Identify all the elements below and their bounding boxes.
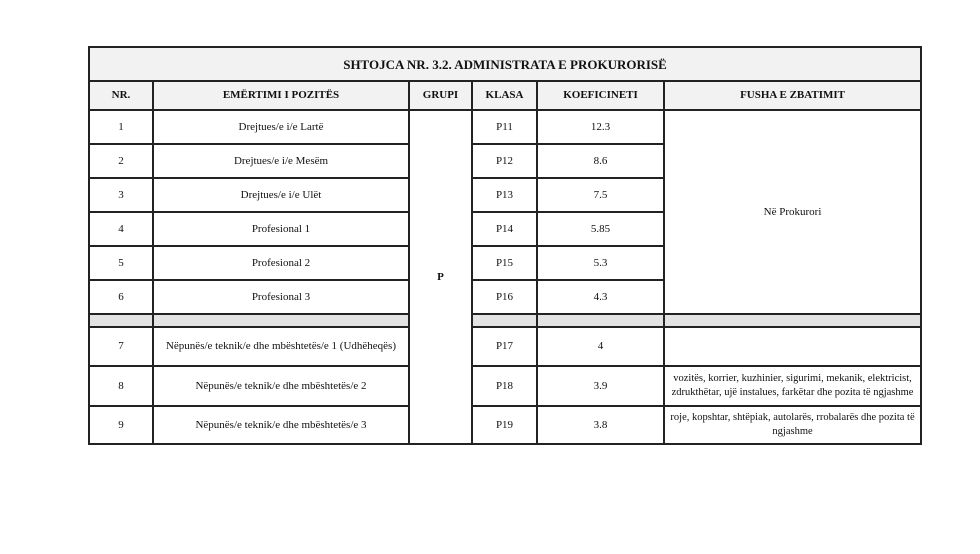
cell-coefficient: 4 bbox=[537, 327, 664, 366]
header-nr: NR. bbox=[89, 81, 153, 110]
table-row bbox=[89, 110, 921, 144]
annex-table bbox=[88, 46, 922, 445]
cell-class: P13 bbox=[472, 178, 537, 212]
cell-scope bbox=[664, 366, 921, 406]
cell-class: P14 bbox=[472, 212, 537, 246]
table-row bbox=[89, 406, 921, 444]
cell-nr: 9 bbox=[89, 406, 153, 444]
cell-scope-main: Në Prokurori bbox=[664, 110, 921, 314]
cell-coefficient: 7.5 bbox=[537, 178, 664, 212]
cell-position: Drejtues/e i/e Ulët bbox=[153, 178, 409, 212]
cell-position: Drejtues/e i/e Lartë bbox=[153, 110, 409, 144]
table-row bbox=[89, 366, 921, 406]
cell-coefficient: 12.3 bbox=[537, 110, 664, 144]
header-group: GRUPI bbox=[409, 81, 472, 110]
cell-position: Drejtues/e i/e Mesëm bbox=[153, 144, 409, 178]
cell-scope-text: vozitës, korrier, kuzhinier, sigurimi, mekanik, elektricist, zdrukthëtar, ujë instalues, farkëtar dhe pozita të ngjashme bbox=[671, 373, 914, 398]
cell-coefficient: 3.9 bbox=[537, 366, 664, 406]
cell-nr: 5 bbox=[89, 246, 153, 280]
separator-cell bbox=[153, 314, 409, 327]
separator-row bbox=[89, 314, 921, 327]
cell-nr: 6 bbox=[89, 280, 153, 314]
cell-coefficient: 8.6 bbox=[537, 144, 664, 178]
cell-nr: 3 bbox=[89, 178, 153, 212]
cell-coefficient: 5.3 bbox=[537, 246, 664, 280]
cell-coefficient: 5.85 bbox=[537, 212, 664, 246]
title-row bbox=[89, 47, 921, 81]
cell-class: P12 bbox=[472, 144, 537, 178]
cell-scope: roje, kopshtar, shtëpiak, autolarës, rrobalarës dhe pozita të ngjashme bbox=[664, 406, 921, 444]
cell-nr: 4 bbox=[89, 212, 153, 246]
header-position: EMËRTIMI I POZITËS bbox=[153, 81, 409, 110]
cell-nr: 7 bbox=[89, 327, 153, 366]
cell-class: P16 bbox=[472, 280, 537, 314]
cell-coefficient: 4.3 bbox=[537, 280, 664, 314]
cell-position: Profesional 1 bbox=[153, 212, 409, 246]
cell-group: P bbox=[409, 110, 472, 444]
table-row bbox=[89, 327, 921, 366]
separator-cell bbox=[664, 314, 921, 327]
separator-cell bbox=[472, 314, 537, 327]
cell-position: Nëpunës/e teknik/e dhe mbështetës/e 1 (Udhëheqës) bbox=[153, 327, 409, 366]
cell-class: P18 bbox=[472, 366, 537, 406]
cell-nr: 1 bbox=[89, 110, 153, 144]
cell-position: Nëpunës/e teknik/e dhe mbështetës/e 2 bbox=[153, 366, 409, 406]
cell-class: P17 bbox=[472, 327, 537, 366]
cell-nr: 8 bbox=[89, 366, 153, 406]
cell-position: Nëpunës/e teknik/e dhe mbështetës/e 3 bbox=[153, 406, 409, 444]
cell-coefficient: 3.8 bbox=[537, 406, 664, 444]
cell-position: Profesional 2 bbox=[153, 246, 409, 280]
cell-position: Profesional 3 bbox=[153, 280, 409, 314]
table-title: SHTOJCA NR. 3.2. ADMINISTRATA E PROKURORISË bbox=[89, 47, 921, 81]
header-scope: FUSHA E ZBATIMIT bbox=[664, 81, 921, 110]
cell-class: P15 bbox=[472, 246, 537, 280]
header-coefficient: KOEFICINETI bbox=[537, 81, 664, 110]
cell-scope bbox=[664, 327, 921, 366]
header-class: KLASA bbox=[472, 81, 537, 110]
header-row bbox=[89, 81, 921, 110]
cell-class: P11 bbox=[472, 110, 537, 144]
cell-nr: 2 bbox=[89, 144, 153, 178]
separator-cell bbox=[537, 314, 664, 327]
separator-cell bbox=[89, 314, 153, 327]
cell-class: P19 bbox=[472, 406, 537, 444]
